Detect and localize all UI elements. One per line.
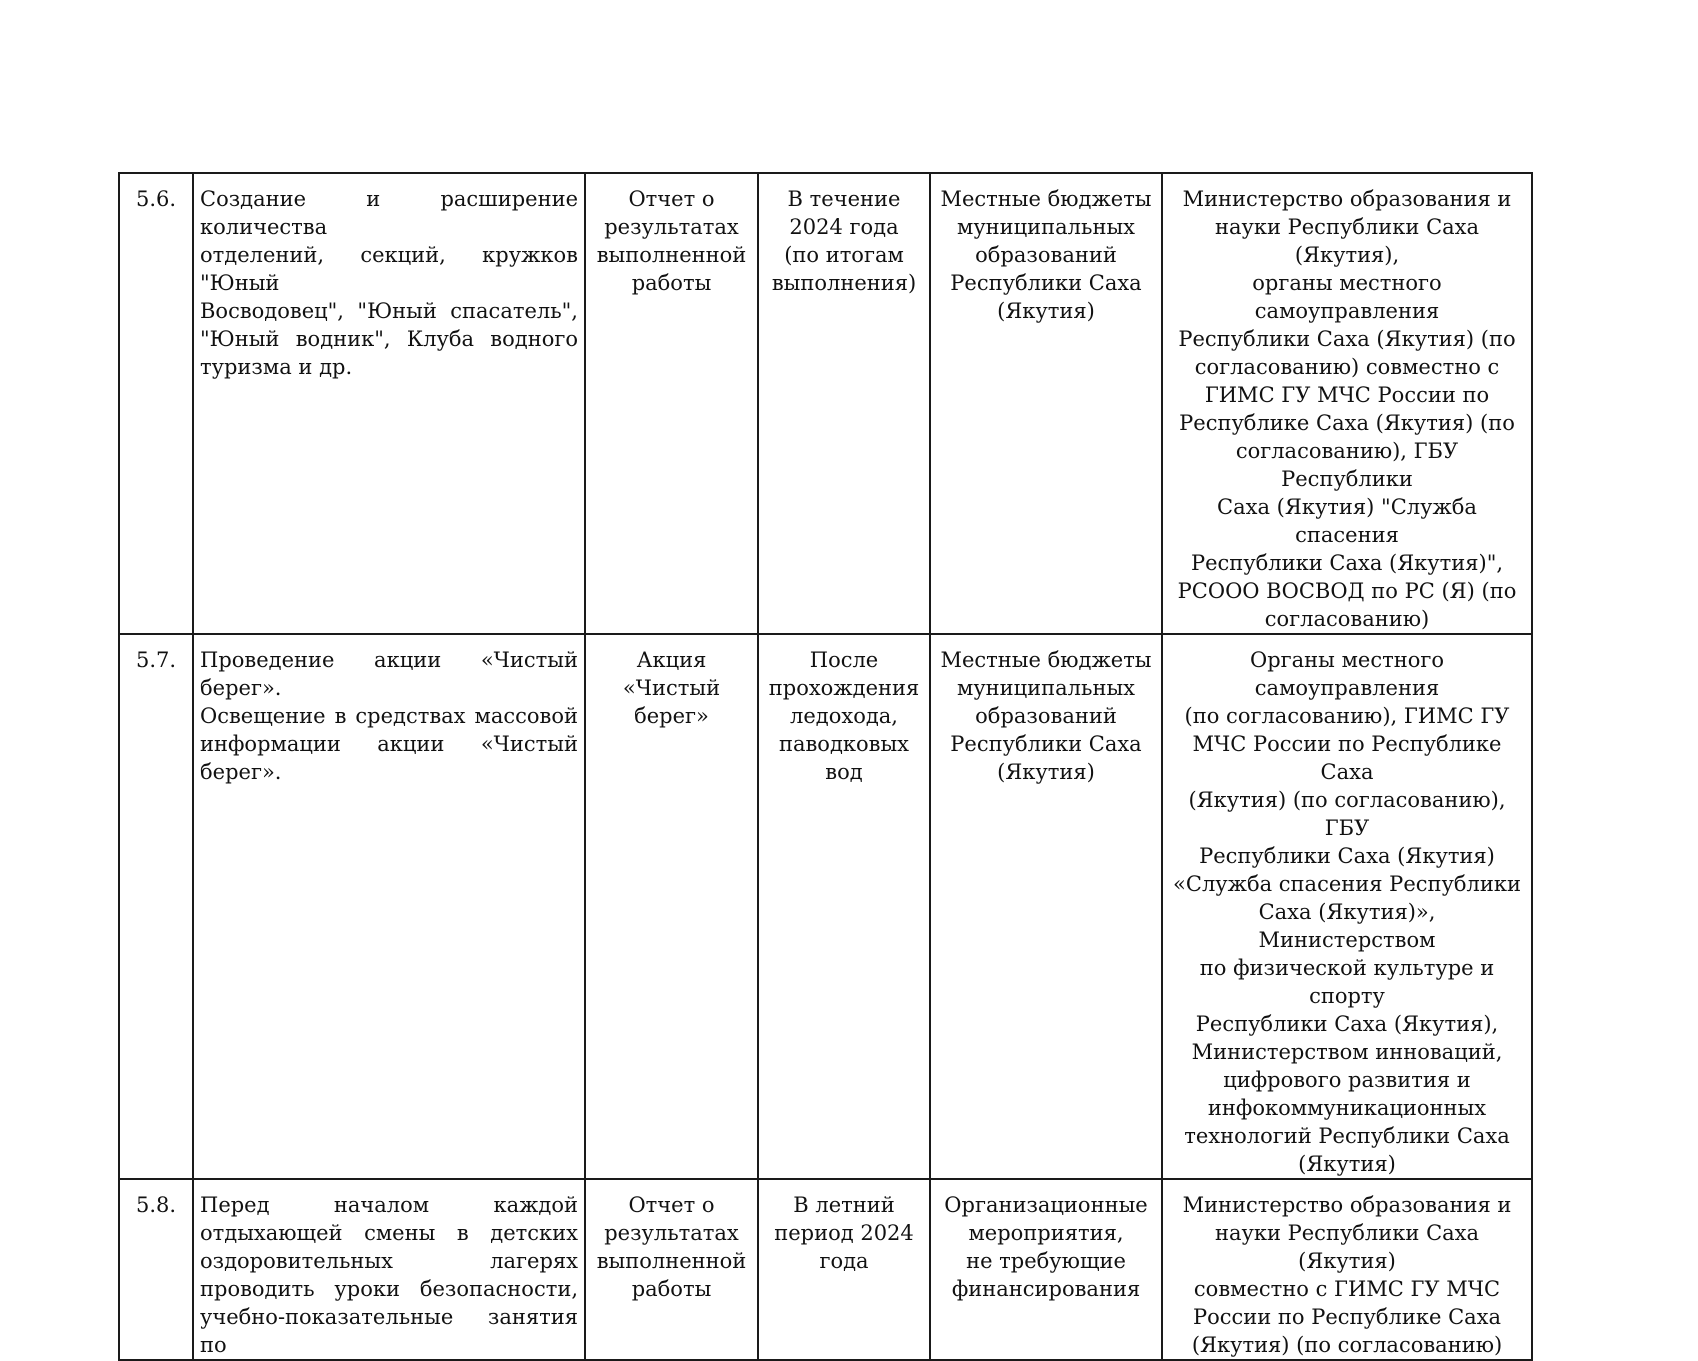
cell-text-line: проводить уроки безопасности, bbox=[200, 1277, 578, 1301]
cell-text-line: Организационные bbox=[944, 1193, 1148, 1217]
cell-text-line: Республики Саха (Якутия) (по bbox=[1178, 327, 1516, 351]
cell-text-line: 2024 года bbox=[789, 215, 899, 239]
cell-text-line: В течение bbox=[787, 187, 901, 211]
responsible-cell bbox=[1162, 634, 1532, 1179]
cell-text-line: финансирования bbox=[951, 1277, 1141, 1301]
cell-text-line: Министерство образования и bbox=[1182, 1193, 1512, 1217]
cell-text-line: Республики Саха (Якутия)", bbox=[1190, 551, 1504, 575]
cell-text-line: согласованию) bbox=[1264, 607, 1430, 631]
cell-text-line: науки Республики Саха (Якутия), bbox=[1214, 215, 1480, 267]
cell-text-line: (по итогам bbox=[784, 243, 904, 267]
cell-text-line: РСООО ВОСВОД по РС (Я) (по bbox=[1177, 579, 1517, 603]
funding-source-cell bbox=[930, 634, 1162, 1179]
cell-text-line: (Якутия) bbox=[1298, 1152, 1396, 1176]
cell-text-line: не требующие bbox=[966, 1249, 1126, 1273]
cell-text-line: муниципальных bbox=[956, 676, 1136, 700]
cell-text-line: образований bbox=[975, 704, 1117, 728]
cell-text-line: Министерством инноваций, bbox=[1191, 1040, 1503, 1064]
measures-table bbox=[118, 172, 1533, 1361]
cell-text-line: период 2024 bbox=[774, 1221, 914, 1245]
cell-text-line: Республике Саха (Якутия) (по bbox=[1179, 411, 1515, 435]
cell-text-line: результатах bbox=[604, 215, 739, 239]
cell-text-line: Отчет о bbox=[628, 187, 715, 211]
cell-text-line: отдыхающей смены в детских bbox=[200, 1221, 578, 1245]
result-form-cell bbox=[585, 1179, 758, 1360]
deadline-cell bbox=[758, 173, 930, 634]
event-cell bbox=[193, 1179, 585, 1360]
result-form-cell bbox=[585, 634, 758, 1179]
cell-text-line: Проведение акции «Чистый берег». bbox=[200, 648, 578, 700]
cell-text-line: органы местного самоуправления bbox=[1252, 271, 1442, 323]
cell-text-line: Республики Саха (Якутия), bbox=[1195, 1012, 1499, 1036]
funding-source-cell bbox=[930, 173, 1162, 634]
cell-text-line: Саха (Якутия)», Министерством bbox=[1258, 900, 1436, 952]
cell-text-line: науки Республики Саха (Якутия) bbox=[1214, 1221, 1480, 1273]
deadline-cell bbox=[758, 634, 930, 1179]
cell-text-line: Республики Саха bbox=[950, 271, 1142, 295]
cell-text-line: (Якутия) (по согласованию), ГБУ bbox=[1188, 788, 1506, 840]
item-number-cell bbox=[119, 1179, 193, 1360]
cell-text-line: образований bbox=[975, 243, 1117, 267]
cell-text-line: МЧС России по Республике Саха bbox=[1192, 732, 1502, 784]
deadline-cell bbox=[758, 1179, 930, 1360]
item-number-cell bbox=[119, 173, 193, 634]
cell-text-line: Министерство образования и bbox=[1182, 187, 1512, 211]
cell-text-line: Восводовец", "Юный спасатель", bbox=[200, 299, 578, 323]
item-number-cell bbox=[119, 634, 193, 1179]
cell-text-line: выполненной bbox=[596, 1249, 747, 1273]
cell-text-line: вод bbox=[825, 760, 863, 784]
cell-text-line: согласованию) совместно с bbox=[1194, 355, 1500, 379]
cell-text-line: выполнения) bbox=[771, 271, 917, 295]
cell-text-line: Создание и расширение количества bbox=[200, 187, 578, 239]
cell-text-line: по физической культуре и спорту bbox=[1199, 956, 1495, 1008]
cell-text-line: Саха (Якутия) "Служба спасения bbox=[1217, 495, 1477, 547]
cell-text-line: (по согласованию), ГИМС ГУ bbox=[1184, 704, 1510, 728]
cell-text-line: В летний bbox=[793, 1193, 895, 1217]
cell-text-line: муниципальных bbox=[956, 215, 1136, 239]
cell-text-line: учебно-показательные занятия по bbox=[200, 1305, 578, 1357]
table-row bbox=[119, 1179, 1532, 1360]
cell-text-line: Отчет о bbox=[628, 1193, 715, 1217]
cell-text-line: работы bbox=[631, 1277, 712, 1301]
cell-text-line: паводковых bbox=[778, 732, 910, 756]
cell-text-line: результатах bbox=[604, 1221, 739, 1245]
cell-text-line: ледохода, bbox=[790, 704, 898, 728]
event-cell bbox=[193, 634, 585, 1179]
cell-text-line: технологий Республики Саха bbox=[1184, 1124, 1510, 1148]
cell-text-line: (Якутия) (по согласованию) bbox=[1191, 1333, 1503, 1357]
cell-text-line: «Служба спасения Республики bbox=[1173, 872, 1521, 896]
cell-text-line: прохождения bbox=[768, 676, 920, 700]
cell-text-line: Освещение в средствах массовой bbox=[200, 704, 578, 728]
responsible-cell bbox=[1162, 1179, 1532, 1360]
cell-text-line: Местные бюджеты bbox=[940, 187, 1152, 211]
event-cell bbox=[193, 173, 585, 634]
cell-text-line: согласованию), ГБУ Республики bbox=[1235, 439, 1459, 491]
cell-text-line: «Чистый bbox=[622, 676, 721, 700]
cell-text-line: Перед началом каждой bbox=[200, 1193, 578, 1217]
cell-text-line: Органы местного самоуправления bbox=[1250, 648, 1444, 700]
cell-text-line: берег» bbox=[634, 704, 709, 728]
cell-text-line: года bbox=[819, 1249, 869, 1273]
cell-text-line: "Юный водник", Клуба водного bbox=[200, 327, 578, 351]
result-form-cell bbox=[585, 173, 758, 634]
cell-text-line: совместно с ГИМС ГУ МЧС bbox=[1193, 1277, 1501, 1301]
cell-text-line: мероприятия, bbox=[968, 1221, 1124, 1245]
cell-text-line: (Якутия) bbox=[997, 760, 1095, 784]
cell-text-line: выполненной bbox=[596, 243, 747, 267]
cell-text-line: Местные бюджеты bbox=[940, 648, 1152, 672]
table-row bbox=[119, 634, 1532, 1179]
cell-text-line: цифрового развития и bbox=[1223, 1068, 1471, 1092]
cell-text-line: (Якутия) bbox=[997, 299, 1095, 323]
cell-text-line: работы bbox=[631, 271, 712, 295]
cell-text-line: России по Республике Саха bbox=[1192, 1305, 1502, 1329]
cell-text-line: оздоровительных лагерях bbox=[200, 1249, 578, 1273]
item-number: 5.8. bbox=[135, 1193, 177, 1217]
item-number: 5.6. bbox=[135, 187, 177, 211]
cell-text-line: ГИМС ГУ МЧС России по bbox=[1204, 383, 1490, 407]
cell-text-line: инфокоммуникационных bbox=[1207, 1096, 1487, 1120]
responsible-cell bbox=[1162, 173, 1532, 634]
table-row bbox=[119, 173, 1532, 634]
measures-table-body bbox=[119, 173, 1532, 1360]
cell-text-line: туризма и др. bbox=[200, 355, 353, 379]
cell-text-line: После bbox=[809, 648, 879, 672]
item-number: 5.7. bbox=[135, 648, 177, 672]
cell-text-line: Республики Саха bbox=[950, 732, 1142, 756]
cell-text-line: отделений, секций, кружков "Юный bbox=[200, 243, 578, 295]
cell-text-line: информации акции «Чистый берег». bbox=[200, 732, 578, 784]
cell-text-line: Акция bbox=[636, 648, 707, 672]
funding-source-cell bbox=[930, 1179, 1162, 1360]
cell-text-line: Республики Саха (Якутия) bbox=[1199, 844, 1495, 868]
